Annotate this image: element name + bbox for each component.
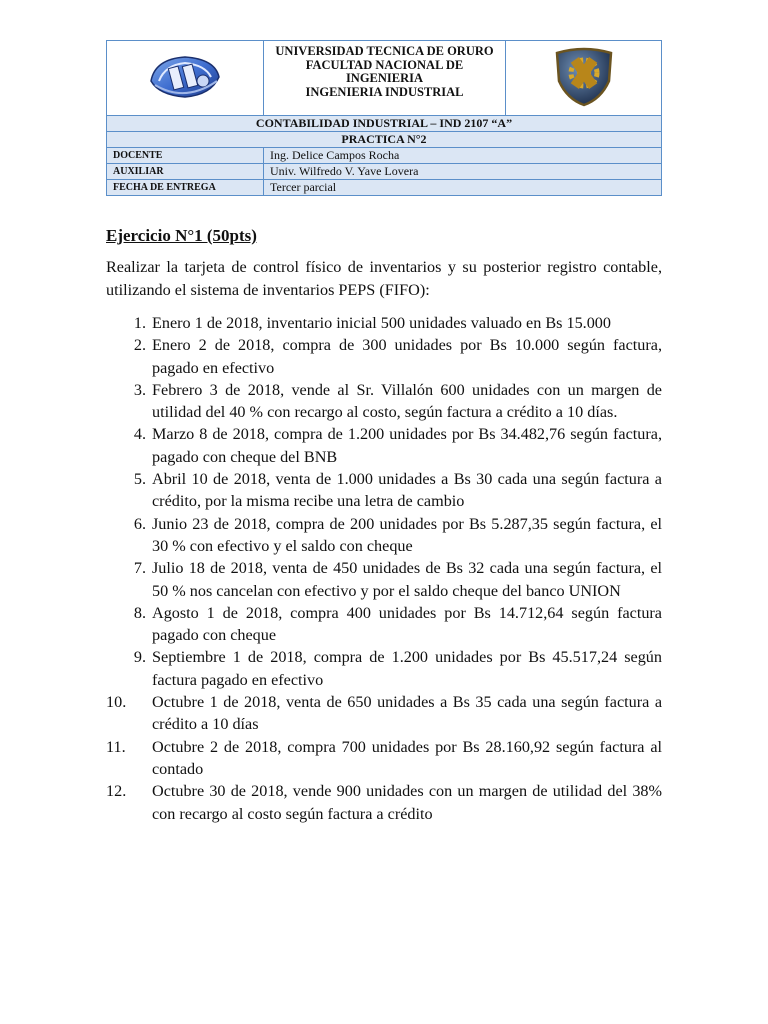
info-row-docente bbox=[107, 148, 662, 164]
item-text: Enero 2 de 2018, compra de 300 unidades por Bs 10.000 según factura, pagado en efectivo bbox=[152, 336, 662, 377]
item-text: Julio 18 de 2018, venta de 450 unidades de Bs 32 cada una según factura, el 50 % nos cancelan con efectivo y por el saldo cheque del banco UNION bbox=[152, 559, 662, 600]
institution-cell bbox=[264, 41, 506, 116]
practice-number: PRACTICA N°2 bbox=[107, 132, 662, 148]
item-text: Octubre 30 de 2018, vende 900 unidades con un margen de utilidad del 38% con recargo al costo según factura a crédito bbox=[152, 782, 662, 823]
item-number: 5. bbox=[133, 470, 146, 489]
auxiliar-label: AUXILIAR bbox=[107, 164, 264, 180]
exercise-title: Ejercicio N°1 (50pts) bbox=[106, 226, 257, 245]
list-item bbox=[106, 468, 662, 513]
item-number: 3. bbox=[133, 380, 146, 399]
item-text: Junio 23 de 2018, compra de 200 unidades por Bs 5.287,35 según factura, el 30 % con efectivo y el saldo con cheque bbox=[152, 514, 662, 555]
list-item bbox=[106, 312, 662, 334]
university-shield-logo bbox=[145, 51, 225, 101]
docente-value: Ing. Delice Campos Rocha bbox=[264, 148, 662, 164]
list-item bbox=[106, 691, 662, 736]
info-row-fecha bbox=[107, 180, 662, 196]
item-number: 1. bbox=[133, 314, 146, 332]
faculty-line-1: FACULTAD NACIONAL DE bbox=[305, 57, 464, 72]
info-row-auxiliar bbox=[107, 164, 662, 180]
list-item bbox=[106, 513, 662, 558]
course-title: CONTABILIDAD INDUSTRIAL – IND 2107 “A” bbox=[107, 116, 662, 132]
item-text: Febrero 3 de 2018, vende al Sr. Villalón 600 unidades con un margen de utilidad del 40 % con recargo al costo, según factura a crédito a 10 días. bbox=[152, 380, 662, 422]
auxiliar-value: Univ. Wilfredo V. Yave Lovera bbox=[264, 164, 662, 180]
item-text: Octubre 1 de 2018, venta de 650 unidades a Bs 35 cada una según factura a crédito a 10 días bbox=[152, 693, 662, 734]
item-text: Octubre 2 de 2018, compra 700 unidades por Bs 28.160,92 según factura al contado bbox=[152, 737, 662, 778]
list-item bbox=[106, 334, 662, 379]
item-number: 2. bbox=[133, 336, 146, 355]
item-text: Enero 1 de 2018, inventario inicial 500 unidades valuado en Bs 15.000 bbox=[152, 314, 611, 332]
list-item bbox=[106, 379, 662, 424]
faculty-gear-crest-logo bbox=[549, 45, 619, 107]
left-logo-cell bbox=[107, 41, 264, 116]
header-table bbox=[106, 40, 662, 196]
fecha-value: Tercer parcial bbox=[264, 180, 662, 196]
right-logo-cell bbox=[506, 41, 662, 116]
list-item bbox=[106, 736, 662, 781]
item-text: Marzo 8 de 2018, compra de 1.200 unidades por Bs 34.482,76 según factura, pagado con cheque del BNB bbox=[152, 425, 662, 466]
item-number: 8. bbox=[133, 603, 146, 622]
item-number: 11. bbox=[106, 737, 126, 756]
list-item bbox=[106, 557, 662, 602]
faculty-line-2: INGENIERIA bbox=[345, 71, 424, 85]
list-item bbox=[106, 780, 662, 825]
item-text: Septiembre 1 de 2018, compra de 1.200 unidades por Bs 45.517,24 según factura pagado en efectivo bbox=[152, 648, 662, 689]
item-number: 10. bbox=[106, 693, 127, 712]
transaction-list bbox=[106, 312, 662, 825]
item-number: 6. bbox=[133, 514, 146, 533]
item-text: Abril 10 de 2018, venta de 1.000 unidades a Bs 30 cada una según factura a crédito, por la misma recibe una letra de cambio bbox=[152, 470, 662, 511]
exercise-intro: Realizar la tarjeta de control físico de inventarios y su posterior registro contable, utilizando el sistema de inventarios PEPS (FIFO): bbox=[106, 258, 662, 299]
item-number: 12. bbox=[106, 782, 127, 801]
item-text: Agosto 1 de 2018, compra 400 unidades por Bs 14.712,64 según factura pagado con cheque bbox=[152, 603, 662, 645]
fecha-label: FECHA DE ENTREGA bbox=[107, 180, 264, 196]
list-item bbox=[106, 646, 662, 691]
item-number: 9. bbox=[133, 648, 146, 667]
list-item bbox=[106, 423, 662, 468]
item-number: 7. bbox=[133, 559, 146, 578]
docente-label: DOCENTE bbox=[107, 148, 264, 164]
university-name: UNIVERSIDAD TECNICA DE ORURO bbox=[275, 44, 494, 58]
item-number: 4. bbox=[133, 425, 146, 444]
department-name: INGENIERIA INDUSTRIAL bbox=[305, 84, 464, 99]
list-item bbox=[106, 602, 662, 647]
